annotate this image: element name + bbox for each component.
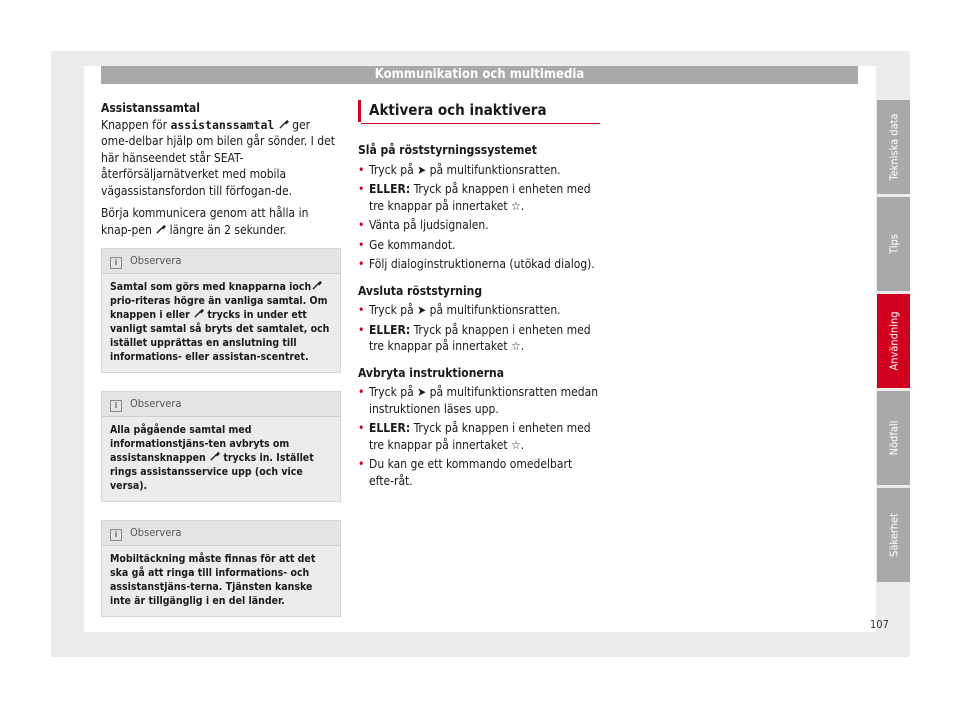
voice-icon: ➤ (417, 162, 427, 177)
wrench-icon (155, 224, 166, 235)
wrench-icon (209, 451, 220, 462)
note-box: i Observera Alla pågående samtal med informationstjäns-ten avbryts om assistansknappen trycks in. Istället rings assistansservice upp (och vice versa). (101, 391, 341, 502)
note-box: i Observera Mobiltäckning måste finnas för att det ska gå att ringa till informations- och assistanstjäns-terna. Tjänsten kanske inte är tillgänglig i en del länder. (101, 520, 341, 617)
button-name: assistanssamtal (170, 117, 275, 132)
wrench-icon (193, 308, 204, 319)
info-button-icon: i (289, 281, 293, 293)
paragraph: Börja kommunicera genom att hålla in knap-pen längre än 2 sekunder. (101, 206, 309, 237)
info-icon: i (110, 257, 122, 269)
list-item: • Tryck på ➤ på multifunktionsratten medan instruktionen läses upp. (358, 384, 600, 417)
tab-sakerhet[interactable]: Säkerhet (877, 488, 910, 582)
section-heading: Assistanssamtal (101, 101, 200, 115)
tab-anvandning[interactable]: Användning (877, 294, 910, 388)
list-item: • ELLER: Tryck på knappen i enheten med tre knappar på innertaket ☆. (358, 322, 600, 355)
info-icon: i (110, 529, 122, 541)
wrench-icon (311, 280, 322, 291)
page-number: 107 (870, 618, 889, 631)
right-column (358, 100, 600, 492)
list-item: • ELLER: Tryck på knappen i enheten med tre knappar på innertaket ☆. (358, 420, 600, 453)
voice-icon: ➤ (417, 303, 427, 317)
list-item: • Tryck på ➤ på multifunktionsratten. (358, 162, 600, 179)
subheading: Slå på röststyrningssystemet (358, 143, 537, 157)
tab-tekniska-data[interactable]: Tekniska data (877, 100, 910, 194)
list-item: • Ge kommandot. (358, 237, 600, 254)
star-icon: ☆ (511, 198, 521, 213)
list-item: • Tryck på ➤ på multifunktionsratten. (358, 302, 600, 319)
subheading: Avbryta instruktionerna (358, 365, 505, 380)
section-title: Aktivera och inaktivera (358, 100, 600, 122)
chapter-header: Kommunikation och multimedia (101, 66, 858, 84)
note-box: i Observera Samtal som görs med knapparna ioch prio-riteras högre än vanliga samtal. Om knappen i eller trycks in under ett vanligt samtal så bryts det samtalet, och istället upprättas en anslutning till informations- eller assistan-scentret. (101, 248, 341, 373)
voice-icon: ➤ (417, 385, 427, 399)
info-icon: i (110, 400, 122, 412)
list-item: • Följ dialoginstruktionerna (utökad dialog). (358, 256, 600, 273)
tab-tips[interactable]: Tips (877, 197, 910, 291)
star-icon: ☆ (511, 437, 521, 452)
left-column (101, 100, 341, 617)
list-item: • Du kan ge ett kommando omedelbart efte-råt. (358, 456, 600, 489)
tab-nodfall[interactable]: Nödfall (877, 391, 910, 485)
list-item: • Vänta på ljudsignalen. (358, 217, 600, 234)
star-icon: ☆ (511, 339, 521, 353)
subheading: Avsluta röststyrning (358, 283, 483, 298)
info-button-icon: i (159, 309, 163, 321)
paragraph: Knappen för assistanssamtal ger ome-delbar hjälp om bilen går sönder. I det här hänseendet står SEAT-återförsäljarnätverket med mobila vägassistansfordon till förfogan-de. (101, 117, 335, 198)
list-item: • ELLER: Tryck på knappen i enheten med tre knappar på innertaket ☆. (358, 181, 600, 214)
wrench-icon (278, 119, 289, 130)
